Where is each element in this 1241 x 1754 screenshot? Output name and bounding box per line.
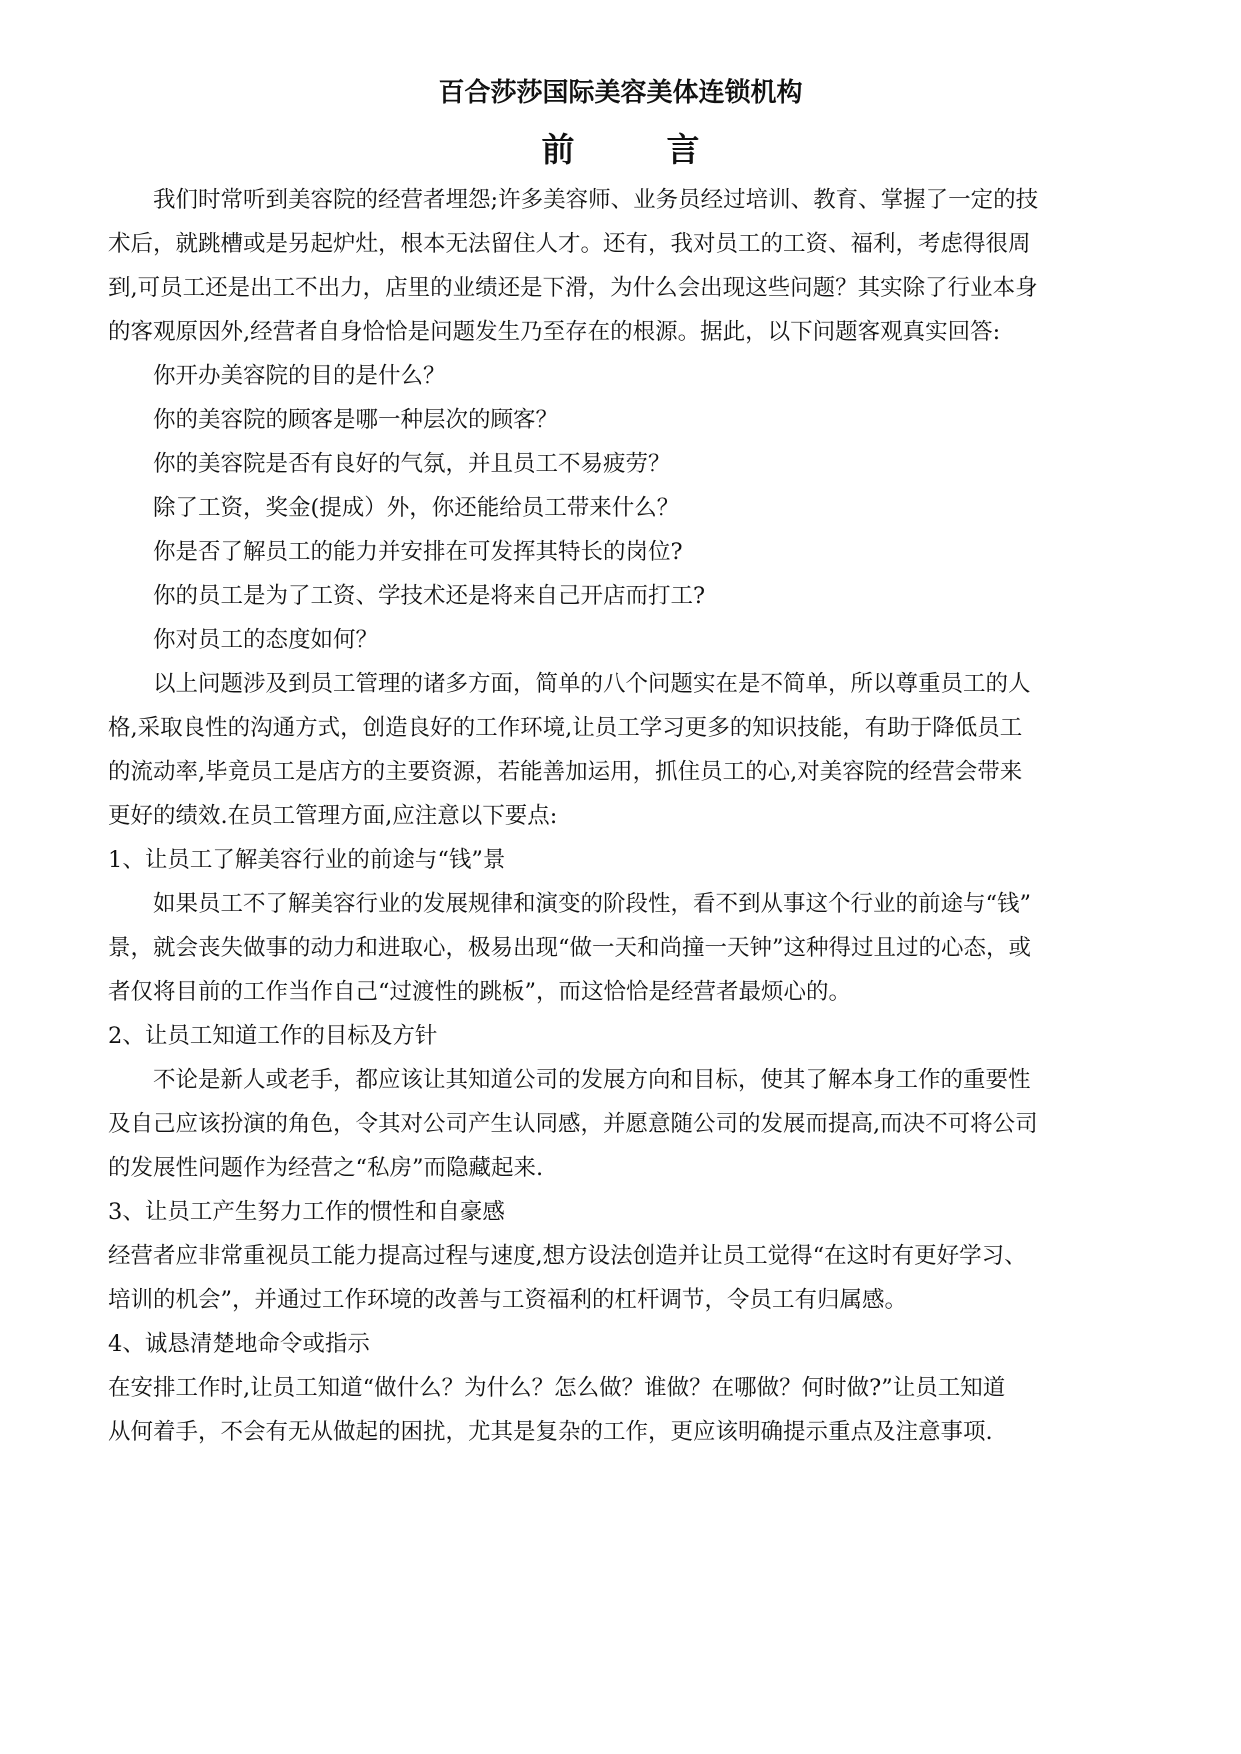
text-line: 2、让员工知道工作的目标及方针 (108, 1023, 438, 1049)
text-line: 3、让员工产生努力工作的惯性和自豪感 (108, 1199, 505, 1225)
text-line: 经营者应非常重视员工能力提高过程与速度,想方设法创造并让员工觉得“在这时有更好学习、 (108, 1243, 1027, 1269)
text-line: 及自己应该扮演的角色，令其对公司产生认同感，并愿意随公司的发展而提高,而决不可将公司 (108, 1111, 1038, 1137)
text-line: 1、让员工了解美容行业的前途与“钱”景 (108, 847, 506, 873)
text-line: 者仅将目前的工作当作自己“过渡性的跳板”，而这恰恰是经营者最烦心的。 (108, 979, 852, 1005)
text-line: 你开办美容院的目的是什么？ (108, 363, 446, 389)
text-line: 如果员工不了解美容行业的发展规律和演变的阶段性，看不到从事这个行业的前途与“钱” (108, 891, 1032, 917)
text-line: 的流动率,毕竟员工是店方的主要资源，若能善加运用，抓住员工的心,对美容院的经营会带来 (108, 759, 1023, 785)
text-line: 不论是新人或老手，都应该让其知道公司的发展方向和目标，使其了解本身工作的重要性 (108, 1067, 1031, 1093)
text-line: 以上问题涉及到员工管理的诸多方面，简单的八个问题实在是不简单，所以尊重员工的人 (108, 671, 1031, 697)
text-line: 你的美容院的顾客是哪一种层次的顾客？ (108, 407, 559, 433)
text-line: 的发展性问题作为经营之“私房”而隐藏起来. (108, 1155, 544, 1181)
section-title: 前 言 (541, 130, 700, 169)
organization-title: 百合莎莎国际美容美体连锁机构 (438, 78, 803, 108)
text-line: 的客观原因外,经营者自身恰恰是问题发生乃至存在的根源。据此，以下问题客观真实回答: (108, 319, 1001, 345)
text-line: 你是否了解员工的能力并安排在可发挥其特长的岗位? (108, 539, 683, 565)
text-line: 格,采取良性的沟通方式，创造良好的工作环境,让员工学习更多的知识技能，有助于降低员工 (108, 715, 1023, 741)
text-line: 更好的绩效.在员工管理方面,应注意以下要点: (108, 803, 558, 829)
text-line: 从何着手，不会有无从做起的困扰，尤其是复杂的工作，更应该明确提示重点及注意事项. (108, 1419, 993, 1445)
text-line: 你对员工的态度如何？ (108, 627, 379, 653)
text-line: 4、诚恳清楚地命令或指示 (108, 1331, 370, 1357)
text-line: 你的员工是为了工资、学技术还是将来自己开店而打工? (108, 583, 706, 609)
text-line: 在安排工作时,让员工知道“做什么？为什么？怎么做？谁做？在哪做？何时做?”让员工知道 (108, 1375, 1006, 1401)
text-line: 景，就会丧失做事的动力和进取心，极易出现“做一天和尚撞一天钟”这种得过且过的心态，或 (108, 935, 1032, 961)
text-line: 你的美容院是否有良好的气氛，并且员工不易疲劳？ (108, 451, 671, 477)
text-line: 培训的机会”，并通过工作环境的改善与工资福利的杠杆调节，令员工有归属感。 (108, 1287, 908, 1313)
text-line: 到,可员工还是出工不出力，店里的业绩还是下滑，为什么会出现这些问题？其实除了行业本身 (108, 275, 1038, 301)
text-line: 我们时常听到美容院的经营者埋怨;许多美容师、业务员经过培训、教育、掌握了一定的技 (108, 187, 1039, 213)
text-line: 除了工资，奖金(提成）外，你还能给员工带来什么？ (108, 495, 680, 521)
text-line: 术后，就跳槽或是另起炉灶，根本无法留住人才。还有，我对员工的工资、福利，考虑得很周 (108, 231, 1031, 257)
